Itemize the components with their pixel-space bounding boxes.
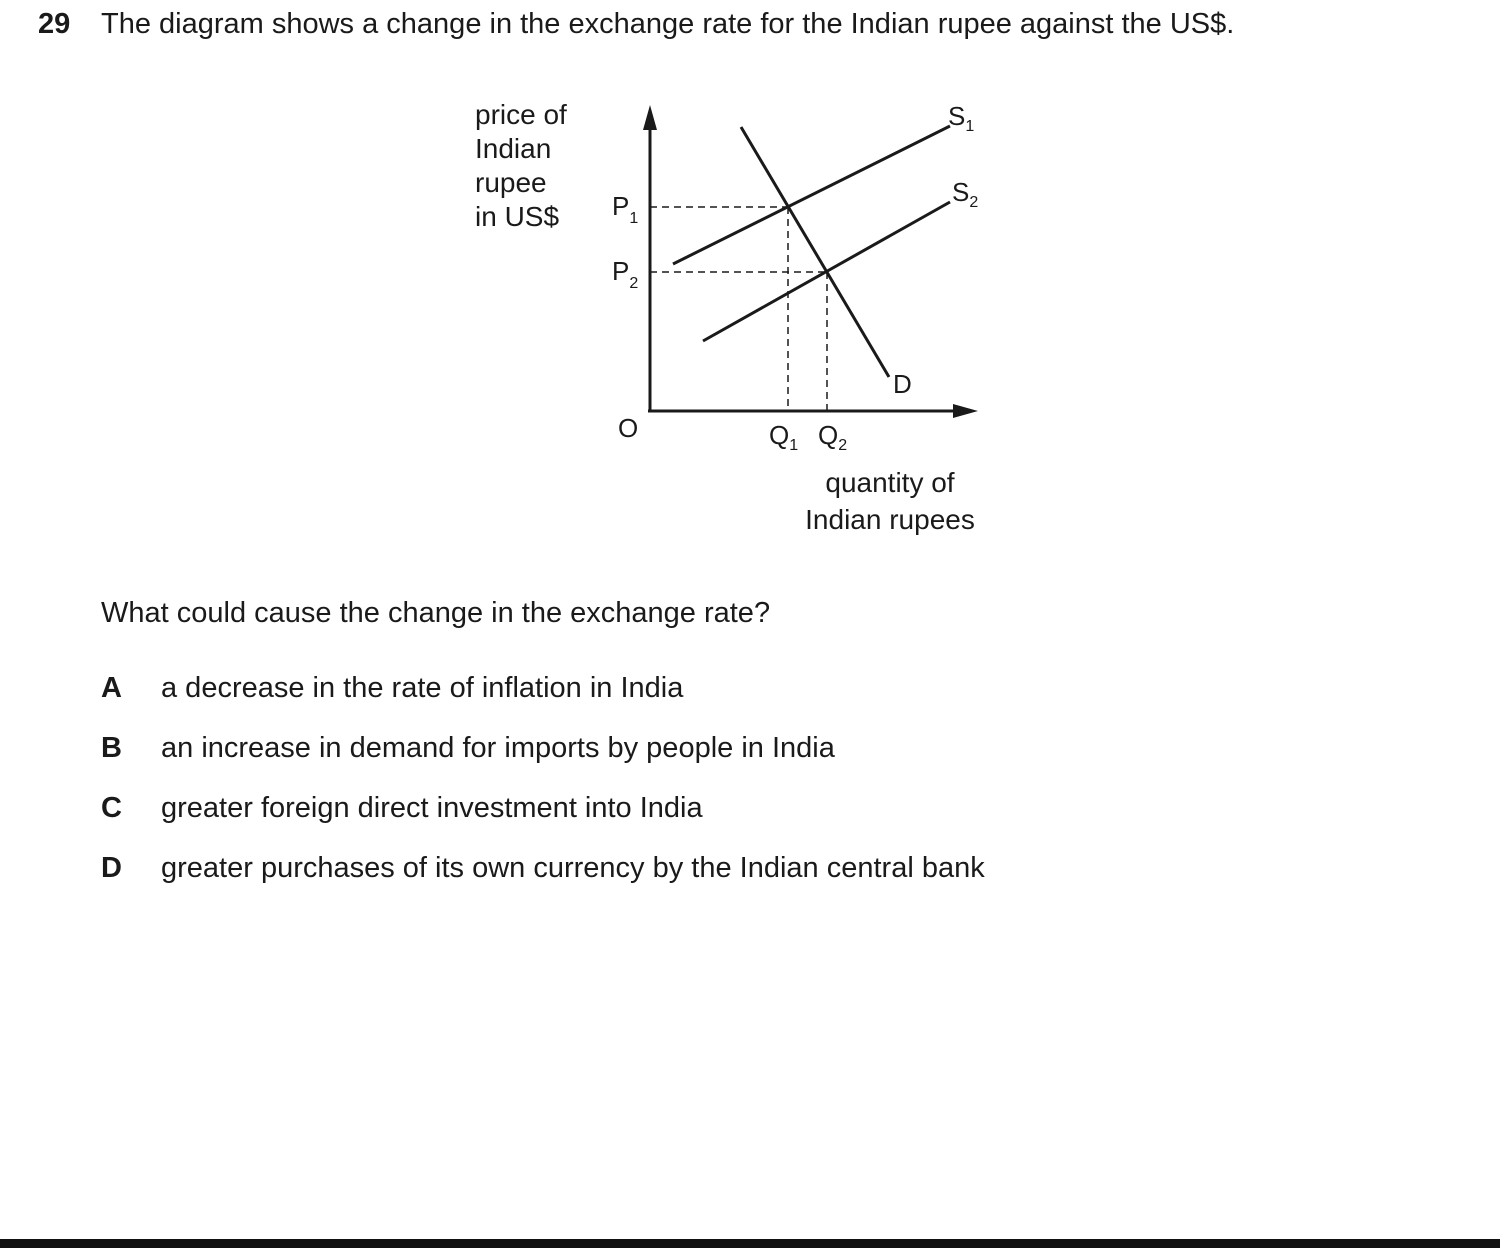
x-axis-label [780, 464, 1000, 538]
option-text: greater foreign direct investment into India [161, 792, 703, 824]
price-label-p1: $P_1$ [612, 191, 639, 227]
option-letter: A [101, 672, 122, 704]
question-stem: The diagram shows a change in the exchange rate for the Indian rupee against the US$. [101, 8, 1235, 40]
y-axis-label-line: Indian [475, 133, 552, 164]
option-d [101, 852, 985, 885]
y-axis-arrow [643, 105, 657, 130]
option-letter: D [101, 852, 122, 884]
option-a [101, 672, 683, 705]
page-footer-bar [0, 1239, 1500, 1248]
curve-label-s1: $S_1$ [948, 101, 975, 135]
supply-demand-diagram [590, 95, 1000, 455]
demand-curve [741, 127, 889, 377]
option-text: a decrease in the rate of inflation in India [161, 672, 684, 704]
question-number: 29 [38, 8, 71, 40]
x-axis-arrow [953, 404, 978, 418]
y-axis-label-line: in US$ [475, 201, 560, 232]
price-label-p2: $P_2$ [612, 256, 639, 292]
option-text: greater purchases of its own currency by the Indian central bank [161, 852, 985, 884]
option-text: an increase in demand for imports by people in India [161, 732, 835, 764]
quantity-label-q1: $Q_1$ [769, 420, 799, 454]
x-axis-label-line: Indian rupees [805, 504, 975, 535]
curve-label-d: D [893, 369, 912, 399]
quantity-label-q2: $Q_2$ [818, 420, 848, 454]
question-prompt: What could cause the change in the exchange rate? [101, 597, 771, 629]
origin-label: O [618, 413, 639, 443]
curve-label-s2: $S_2$ [952, 177, 979, 211]
y-axis-label [475, 98, 567, 234]
y-axis-label-line: rupee [475, 167, 547, 198]
option-letter: C [101, 792, 122, 824]
y-axis-label-line: price of [475, 99, 567, 130]
option-b [101, 732, 835, 765]
option-letter: B [101, 732, 122, 764]
x-axis-label-line: quantity of [825, 467, 955, 498]
option-c [101, 792, 703, 825]
